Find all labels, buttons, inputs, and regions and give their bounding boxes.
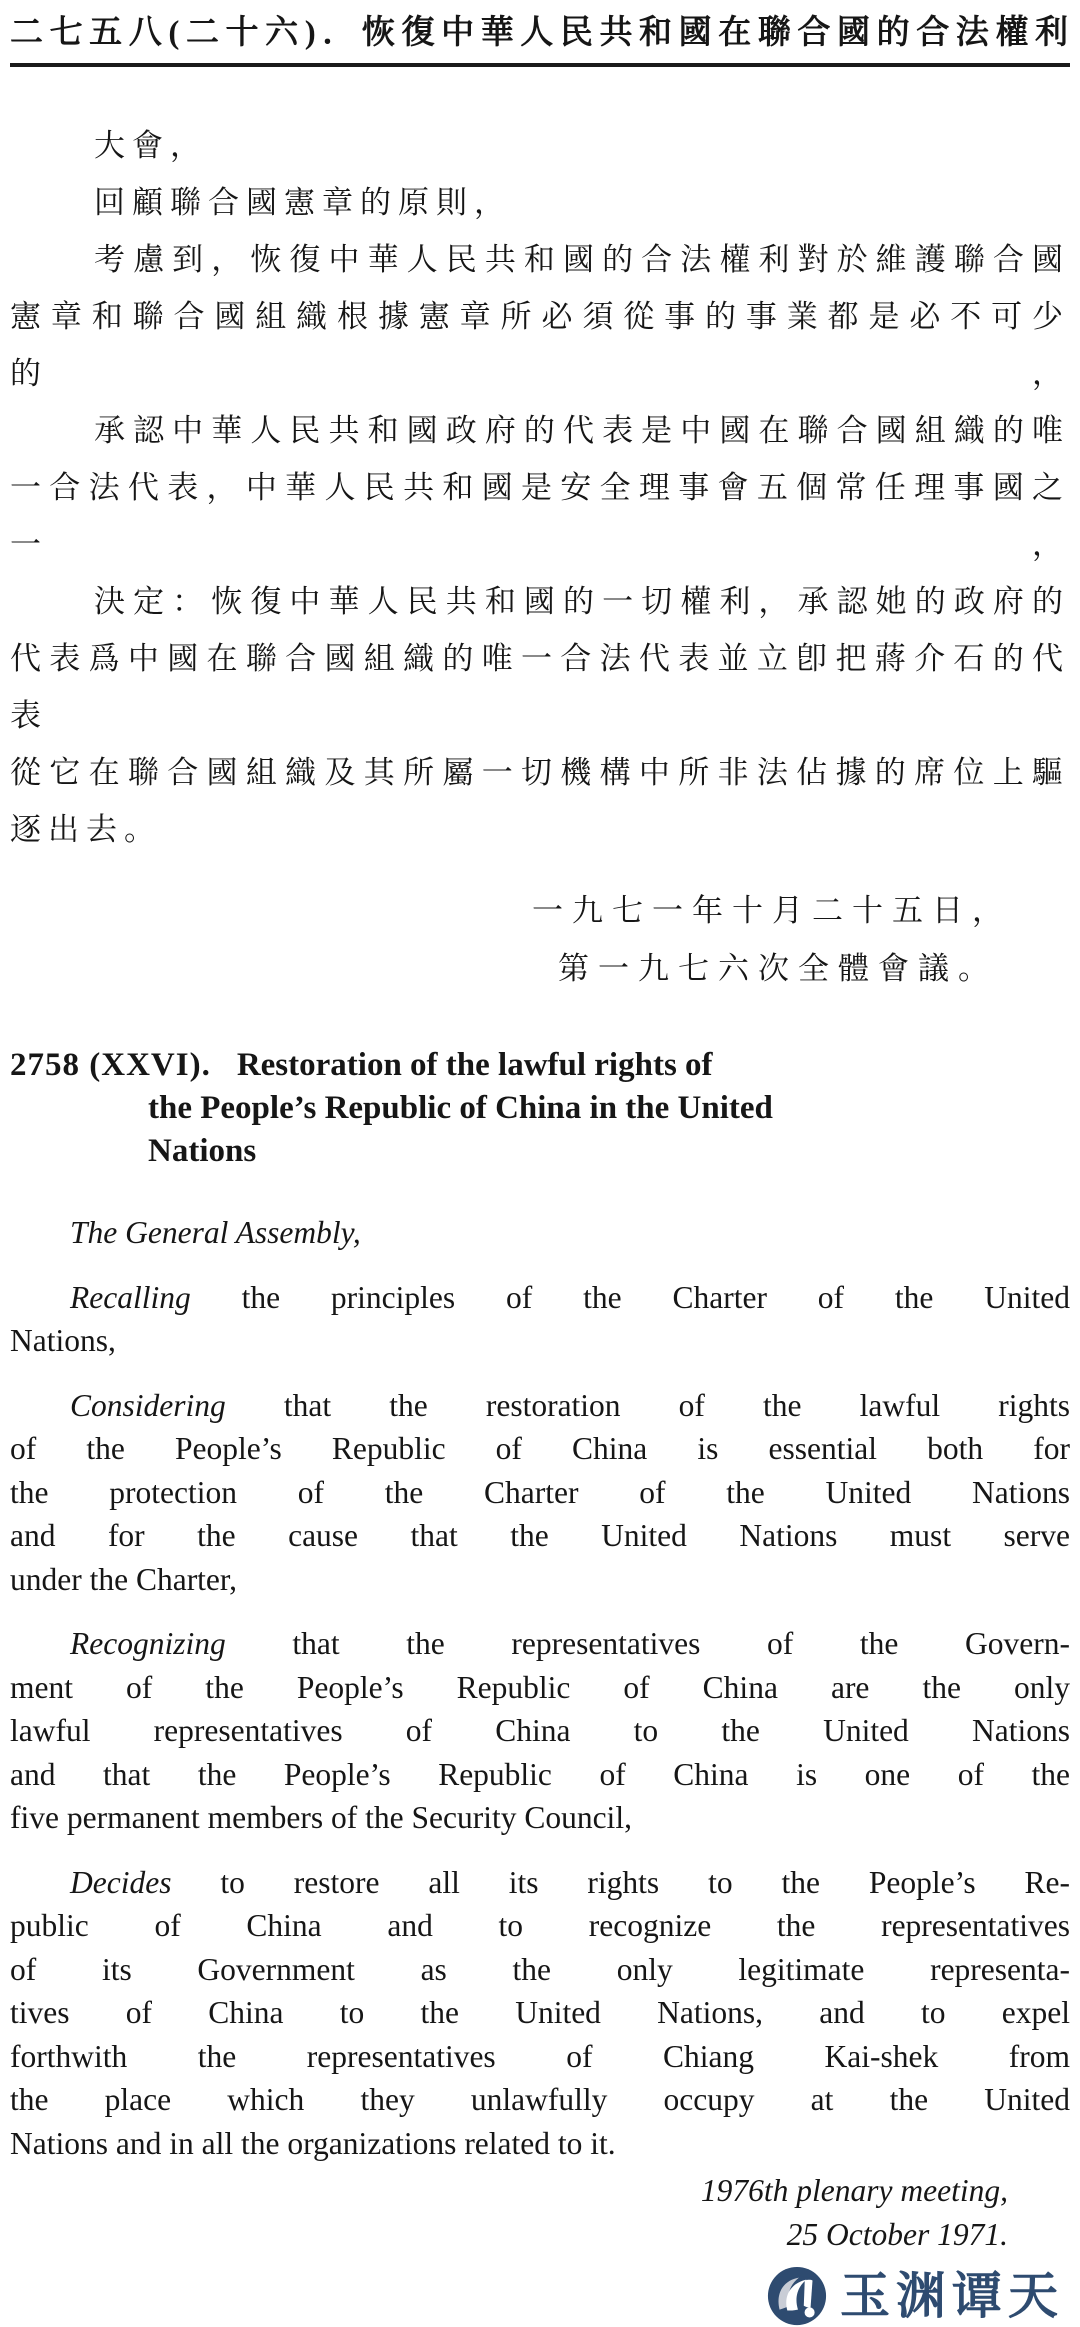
text-line [10,1991,1070,2035]
text-line [10,117,1070,174]
paragraph [10,1276,1070,1363]
text-segment: that the representatives of the Govern- [225,1626,1070,1661]
paragraph [10,1861,1070,2166]
text-line [10,1861,1070,1905]
paragraph [10,402,1070,573]
chinese-date-line: 一九七一年十月二十五日， [532,893,1012,928]
text-line [10,744,1070,801]
chinese-meeting-line: 第一九七六次全體會議。 [558,951,998,986]
chinese-resolution-title: 二七五八(二十六)．恢復中華人民共和國在聯合國的合法權利 [10,6,1070,67]
text-segment: 回顧聯合國憲章的原則， [94,185,512,220]
text-line [10,1753,1070,1797]
text-segment: the place which they unlawfully occupy at the United [10,2082,1070,2117]
text-segment: and that the People’s Republic of China is one of the [10,1756,1070,1792]
text-segment: the principles of the Charter of the United [190,1279,1070,1315]
paragraph [10,1211,1070,1255]
text-line [10,2122,1070,2166]
paragraph [10,573,1070,858]
meeting-date-line: 25 October 1971. [786,2217,1008,2252]
paragraph [10,1622,1070,1840]
text-segment: to restore all its rights to the People’s Re- [171,1864,1070,1900]
text-line [10,231,1070,288]
paragraph [10,117,1070,174]
text-segment: five permanent members of the Security Council, [10,1800,632,1835]
text-line [10,1558,1070,1602]
text-line [10,1709,1070,1753]
text-segment: Nations and in all the organizations related to it. [10,2125,616,2161]
watermark-text: 玉渊谭天 [840,2268,1064,2324]
text-line [10,1666,1070,1710]
text-segment: 逐出去。 [10,812,162,847]
text-segment: the protection of the Charter of the United Nations [10,1474,1070,1510]
text-line [10,2078,1070,2122]
plenary-meeting-line: 1976th plenary meeting, [700,2173,1008,2208]
text-segment: The General Assembly, [70,1215,361,1250]
text-segment: Recalling [70,1279,191,1315]
english-resolution-heading [10,1044,1070,1173]
chinese-body [10,117,1070,858]
text-segment: that the restoration of the lawful rights [225,1387,1070,1423]
text-segment: Decides [70,1864,172,1900]
chinese-date-block [10,882,1070,998]
text-segment: Recognizing [70,1626,226,1661]
text-segment: under the Charter, [10,1561,238,1597]
paragraph [10,174,1070,231]
text-line [10,288,1070,402]
text-segment: forthwith the representatives of Chiang Kai-shek from [10,2038,1070,2074]
watermark [10,2265,1070,2327]
paragraph [10,1384,1070,1602]
text-line [10,1471,1070,1515]
text-segment: 大會， [94,128,208,163]
text-segment: 考慮到，恢復中華人民共和國的合法權利對於維護聯合國 [94,242,1070,277]
text-line [10,1211,1070,1255]
text-line [10,1384,1070,1428]
text-line [10,1514,1070,1558]
text-line [10,630,1070,744]
text-segment: Considering [70,1387,226,1423]
text-segment: 代表爲中國在聯合國組織的唯一合法代表並立卽把蔣介石的代表 [10,641,1070,733]
text-line [10,174,1070,231]
english-heading-line-3: Nations [148,1133,257,1169]
text-segment: tives of China to the United Nations, and to expel [10,1995,1070,2030]
text-segment: Nations, [10,1323,116,1358]
resolution-number: 2758 (XXVI). [10,1047,211,1083]
english-heading-line-2: the People’s Republic of China in the United [148,1090,773,1126]
text-segment: public of China and to recognize the representatives [10,1908,1070,1943]
text-segment: 憲章和聯合國組織根據憲章所必須從事的事業都是必不可少的， [10,299,1070,391]
text-line [10,1796,1070,1840]
text-line [10,1622,1070,1666]
text-segment: of its Government as the only legitimate representa- [10,1951,1070,1987]
text-line [10,459,1070,573]
english-body [10,1211,1070,2165]
text-line [10,1319,1070,1363]
text-line [10,573,1070,630]
text-segment: and for the cause that the United Nations must serve [10,1518,1070,1553]
text-segment: of the People’s Republic of China is essential both for [10,1431,1070,1466]
text-line [10,402,1070,459]
text-segment: 決定：恢復中華人民共和國的一切權利，承認她的政府的 [94,584,1070,619]
english-meeting-block [10,2169,1070,2257]
text-segment: 一合法代表，中華人民共和國是安全理事會五個常任理事國之一， [10,470,1070,562]
english-heading-line-1 [10,1044,1070,1087]
text-line [10,1427,1070,1471]
text-segment: lawful representatives of China to the United Nations [10,1713,1070,1748]
text-line [10,2035,1070,2079]
text-line [10,801,1070,858]
english-heading-text: Restoration of the lawful rights of [236,1047,713,1083]
whirl-wave-logo-icon [766,2265,828,2327]
text-segment: ment of the People’s Republic of China are the only [10,1669,1070,1705]
text-segment: 從它在聯合國組織及其所屬一切機構中所非法佔據的席位上驅 [10,755,1070,790]
text-segment: 承認中華人民共和國政府的代表是中國在聯合國組織的唯 [94,413,1070,448]
paragraph [10,231,1070,402]
text-line [10,1904,1070,1948]
text-line [10,1948,1070,1992]
text-line [10,1276,1070,1320]
